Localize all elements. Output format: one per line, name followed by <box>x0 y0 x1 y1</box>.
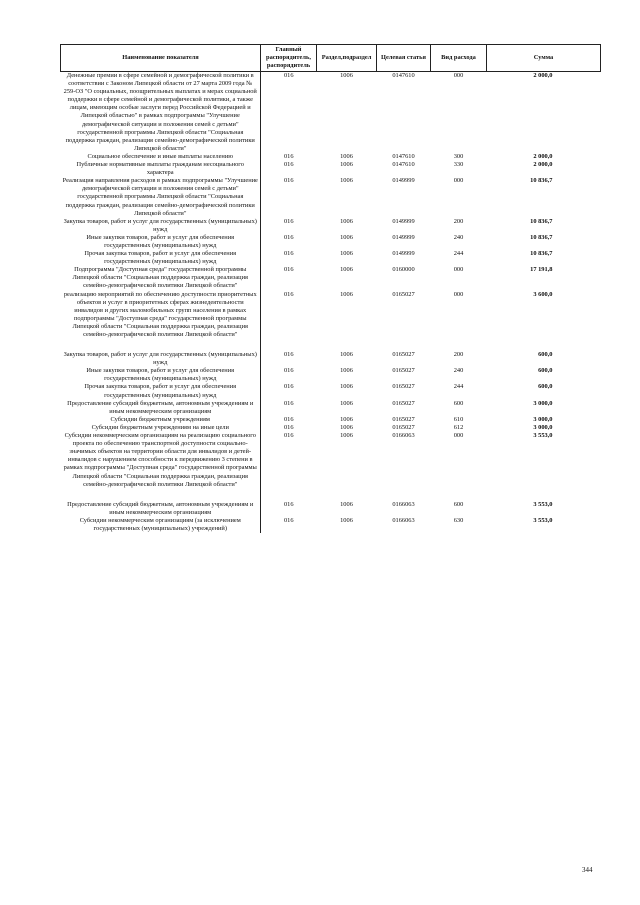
row-section: 1006 <box>340 423 353 431</box>
row-chief: 016 <box>283 152 294 160</box>
row-exptype: 000 <box>453 432 464 440</box>
row-exptype: 300 <box>453 152 464 160</box>
row-exptype: 000 <box>453 177 464 185</box>
spacer-cell <box>261 339 317 351</box>
header-name: Наименование показателя <box>61 45 261 72</box>
row-name: Прочая закупка товаров, работ и услуг для обеспечения государственных (муниципальных) нужд <box>61 383 261 399</box>
table-row <box>61 400 601 416</box>
row-sum: 17 191,8 <box>530 266 553 274</box>
header-chief: Главный распорядитель, распорядитель <box>261 45 317 72</box>
row-target: 0165027 <box>392 399 415 407</box>
row-chief: 016 <box>283 72 294 79</box>
table-row <box>61 383 601 399</box>
row-chief: 016 <box>283 432 294 440</box>
row-target: 0147610 <box>392 152 415 160</box>
row-target: 0149999 <box>392 177 415 185</box>
table-row <box>61 161 601 177</box>
row-name: Иные закупки товаров, работ и услуг для обеспечения государственных (муниципальных) нужд <box>61 234 261 250</box>
spacer-cell <box>431 339 487 351</box>
table-spacer-row <box>61 489 601 501</box>
header-sum: Сумма <box>487 45 601 72</box>
table-row <box>61 72 601 153</box>
row-section: 1006 <box>340 367 353 375</box>
row-exptype: 200 <box>453 351 464 359</box>
row-name: Реализация направления расходов в рамках подпрограммы "Улучшение демографической ситуации и положения семей с детьми" государственной программы Липецкой области "Социальная поддержка граждан, реализация семейно-демографической политики Липецкой области" <box>61 177 261 217</box>
table-row <box>61 517 601 533</box>
row-exptype: 600 <box>453 500 464 508</box>
table-row <box>61 234 601 250</box>
row-sum: 3 553,0 <box>533 516 553 524</box>
row-name: Субсидии некоммерческим организациям на реализацию социального проекта по обеспечению транспортной доступности социально-значимых объектов на территории области для инвалидов и детей-инвалидов с нарушением способности к передвижению 3 степени в рамках подпрограммы "Доступная среда" государственной программы Липецкой области "Социальная поддержка граждан, реализация семейно-демографической политики Липецкой области" <box>61 432 261 489</box>
row-name: Прочая закупка товаров, работ и услуг для обеспечения государственных (муниципальных) нужд <box>61 250 261 266</box>
row-exptype: 610 <box>453 415 464 423</box>
row-section: 1006 <box>340 233 353 241</box>
row-chief: 016 <box>283 250 294 258</box>
row-chief: 016 <box>283 500 294 508</box>
table-spacer-row <box>61 339 601 351</box>
row-chief: 016 <box>283 399 294 407</box>
row-exptype: 630 <box>453 516 464 524</box>
row-chief: 016 <box>283 266 294 274</box>
table-row <box>61 501 601 517</box>
table-row <box>61 432 601 489</box>
row-sum: 2 000,0 <box>533 72 553 79</box>
row-section: 1006 <box>340 399 353 407</box>
row-exptype: 240 <box>453 367 464 375</box>
row-sum: 3 553,0 <box>533 500 553 508</box>
row-chief: 016 <box>283 161 294 169</box>
row-name: Публичные нормативные выплаты гражданам несоциального характера <box>61 161 261 177</box>
row-name: Иные закупки товаров, работ и услуг для обеспечения государственных (муниципальных) нужд <box>61 367 261 383</box>
row-sum: 2 000,0 <box>533 161 553 169</box>
row-chief: 016 <box>283 177 294 185</box>
row-sum: 3 000,0 <box>533 415 553 423</box>
row-section: 1006 <box>340 161 353 169</box>
row-target: 0149999 <box>392 250 415 258</box>
spacer-cell <box>377 339 431 351</box>
row-section: 1006 <box>340 250 353 258</box>
row-target: 0160000 <box>392 266 415 274</box>
row-target: 0165027 <box>392 290 415 298</box>
spacer-cell <box>487 489 601 501</box>
spacer-cell <box>487 339 601 351</box>
row-chief: 016 <box>283 233 294 241</box>
row-chief: 016 <box>283 516 294 524</box>
header-section: Раздел,подраздел <box>317 45 377 72</box>
row-sum: 3 000,0 <box>533 423 553 431</box>
row-name: Закупка товаров, работ и услуг для государственных (муниципальных) нужд <box>61 351 261 367</box>
budget-table <box>60 44 601 533</box>
row-target: 0147610 <box>392 72 415 79</box>
row-section: 1006 <box>340 516 353 524</box>
table-row <box>61 266 601 290</box>
row-name: Субсидии бюджетным учреждениям <box>61 416 261 424</box>
row-target: 0165027 <box>392 383 415 391</box>
row-sum: 3 553,0 <box>533 432 553 440</box>
row-chief: 016 <box>283 217 294 225</box>
row-exptype: 244 <box>453 250 464 258</box>
table-header-row <box>61 45 601 72</box>
table-row <box>61 367 601 383</box>
row-sum: 3 600,0 <box>533 290 553 298</box>
table-body <box>61 72 601 534</box>
table-row <box>61 177 601 217</box>
row-name: реализацию мероприятий по обеспечению доступности приоритетных объектов и услуг в приоритетных сферах жизнедеятельности инвалидов и других маломобильных групп населения в рамках подпрограммы "Доступная среда" государственной программы Липецкой области "Социальная поддержка граждан, реализация семейно-демографической политики Липецкой области" <box>61 291 261 340</box>
row-target: 0147610 <box>392 161 415 169</box>
spacer-cell <box>261 489 317 501</box>
row-target: 0149999 <box>392 217 415 225</box>
row-target: 0166063 <box>392 432 415 440</box>
row-section: 1006 <box>340 383 353 391</box>
spacer-cell <box>317 339 377 351</box>
spacer-cell <box>317 489 377 501</box>
row-section: 1006 <box>340 266 353 274</box>
row-exptype: 000 <box>453 266 464 274</box>
row-section: 1006 <box>340 217 353 225</box>
row-chief: 016 <box>283 367 294 375</box>
row-section: 1006 <box>340 500 353 508</box>
table-row <box>61 250 601 266</box>
table-row <box>61 424 601 432</box>
row-name: Предоставление субсидий бюджетным, автономным учреждениям и иным некоммерческим организациям <box>61 400 261 416</box>
row-chief: 016 <box>283 290 294 298</box>
row-name: Субсидии бюджетным учреждениям на иные цели <box>61 424 261 432</box>
row-name: Субсидии некоммерческим организациям (за исключением государственных (муниципальных) учреждений) <box>61 517 261 533</box>
row-sum: 600,0 <box>538 383 553 391</box>
row-section: 1006 <box>340 152 353 160</box>
row-sum: 10 836,7 <box>530 217 553 225</box>
row-chief: 016 <box>283 383 294 391</box>
spacer-cell <box>61 339 261 351</box>
row-target: 0166063 <box>392 500 415 508</box>
table-row <box>61 351 601 367</box>
row-chief: 016 <box>283 423 294 431</box>
row-name: Предоставление субсидий бюджетным, автономным учреждениям и иным некоммерческим организациям <box>61 501 261 517</box>
page-number: 344 <box>582 866 593 874</box>
row-name: Закупка товаров, работ и услуг для государственных (муниципальных) нужд <box>61 218 261 234</box>
row-target: 0165027 <box>392 423 415 431</box>
row-chief: 016 <box>283 351 294 359</box>
row-section: 1006 <box>340 432 353 440</box>
row-exptype: 000 <box>453 72 464 79</box>
table-row <box>61 291 601 340</box>
spacer-cell <box>377 489 431 501</box>
row-target: 0149999 <box>392 233 415 241</box>
row-sum: 10 836,7 <box>530 177 553 185</box>
row-sum: 3 000,0 <box>533 399 553 407</box>
row-sum: 600,0 <box>538 367 553 375</box>
row-exptype: 240 <box>453 233 464 241</box>
row-name: Социальное обеспечение и иные выплаты населению <box>61 153 261 161</box>
row-target: 0165027 <box>392 367 415 375</box>
row-target: 0165027 <box>392 351 415 359</box>
table-row <box>61 153 601 161</box>
row-target: 0165027 <box>392 415 415 423</box>
row-sum: 2 000,0 <box>533 152 553 160</box>
row-exptype: 000 <box>453 290 464 298</box>
row-section: 1006 <box>340 351 353 359</box>
table-row <box>61 218 601 234</box>
row-exptype: 330 <box>453 161 464 169</box>
row-sum: 10 836,7 <box>530 250 553 258</box>
row-section: 1006 <box>340 415 353 423</box>
row-name: Денежные премии в сфере семейной и демографической политики в соответствии с Законом Липецкой области от 27 марта 2009 года № 259-ОЗ "О социальных, поощрительных выплатах и мерах социальной поддержки в сфере семейной и демографической политики, а также лицам, имеющим особые заслуги перед Российской Федерацией и Липецкой областью" в рамках подпрограммы "Улучшение демографической ситуации и положения семей с детьми" государственной программы Липецкой области "Социальная поддержка граждан, реализация семейно-демографической политики Липецкой области" <box>61 72 261 153</box>
row-exptype: 600 <box>453 399 464 407</box>
row-exptype: 244 <box>453 383 464 391</box>
row-target: 0166063 <box>392 516 415 524</box>
row-exptype: 200 <box>453 217 464 225</box>
row-sum: 600,0 <box>538 351 553 359</box>
table-row <box>61 416 601 424</box>
spacer-cell <box>431 489 487 501</box>
row-section: 1006 <box>340 177 353 185</box>
row-name: Подпрограмма "Доступная среда" государственной программы Липецкой области "Социальная поддержка граждан, реализация семейно-демографической политики Липецкой области" <box>61 266 261 290</box>
row-section: 1006 <box>340 290 353 298</box>
row-chief: 016 <box>283 415 294 423</box>
header-exptype: Вид расхода <box>431 45 487 72</box>
row-exptype: 612 <box>453 423 464 431</box>
row-sum: 10 836,7 <box>530 233 553 241</box>
spacer-cell <box>61 489 261 501</box>
row-section: 1006 <box>340 72 353 79</box>
header-target: Целевая статья <box>377 45 431 72</box>
